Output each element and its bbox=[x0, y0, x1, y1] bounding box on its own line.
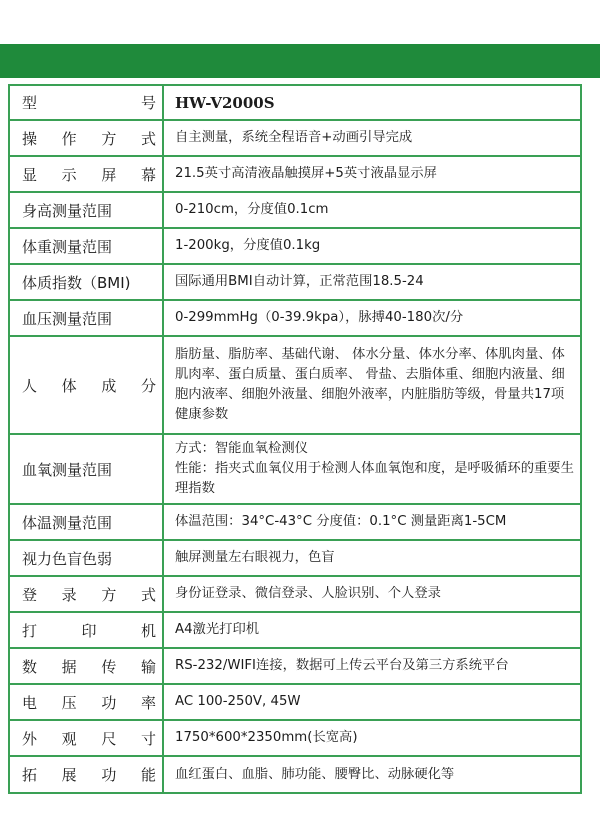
spec-value bbox=[163, 434, 581, 504]
spec-value-text: 国际通用BMI自动计算，正常范围18.5-24 bbox=[175, 274, 424, 289]
spec-label bbox=[9, 612, 163, 648]
spec-label-text: 电 压 功 率 bbox=[22, 693, 156, 712]
spec-value bbox=[163, 684, 581, 720]
spec-label-text: 登 录 方 式 bbox=[22, 585, 156, 604]
spec-value bbox=[163, 192, 581, 228]
spec-row-blood-oxygen bbox=[9, 434, 581, 504]
spec-value-text: 脂肪量、脂肪率、基础代谢、 体水分量、体水分率、体肌肉量、体肌肉率、蛋白质量、蛋白质率、 骨盐、去脂体重、细胞内液量、细胞内液率、细胞外液量、细胞外液率，内脏脂肪等级，骨量共17项健康参数 bbox=[175, 347, 565, 422]
spec-label-text: 打 印 机 bbox=[22, 621, 156, 640]
spec-row-extensions bbox=[9, 756, 581, 793]
spec-row-login bbox=[9, 576, 581, 612]
spec-label-text: 外 观 尺 寸 bbox=[22, 729, 156, 748]
spec-row-body-composition bbox=[9, 336, 581, 434]
spec-label bbox=[9, 756, 163, 793]
spec-value-text: 0-210cm，分度值0.1cm bbox=[175, 202, 329, 217]
spec-value-text: 自主测量，系统全程语音+动画引导完成 bbox=[175, 130, 413, 145]
spec-label-text: 显 示 屏 幕 bbox=[22, 165, 156, 184]
spec-value-text: 21.5英寸高清液晶触摸屏+5英寸液晶显示屏 bbox=[175, 166, 437, 181]
spec-row-weight bbox=[9, 228, 581, 264]
spec-label bbox=[9, 264, 163, 300]
spec-row-blood-pressure bbox=[9, 300, 581, 336]
spec-value-text: 体温范围：34°C-43°C 分度值：0.1°C 测量距离1-5CM bbox=[175, 514, 507, 529]
spec-value bbox=[163, 612, 581, 648]
spec-row-dimensions bbox=[9, 720, 581, 756]
spec-label-text: 人 体 成 分 bbox=[22, 376, 156, 395]
spec-value bbox=[163, 576, 581, 612]
spec-value bbox=[163, 540, 581, 576]
spec-value bbox=[163, 156, 581, 192]
spec-label-text: 血氧测量范围 bbox=[22, 460, 113, 479]
spec-label bbox=[9, 434, 163, 504]
spec-label-text: 拓 展 功 能 bbox=[22, 766, 156, 784]
spec-value-text: HW-V2000S bbox=[175, 93, 275, 112]
spec-value bbox=[163, 504, 581, 540]
spec-label bbox=[9, 720, 163, 756]
spec-row-display bbox=[9, 156, 581, 192]
spec-value-text: RS-232/WIFI连接，数据可上传云平台及第三方系统平台 bbox=[175, 658, 509, 673]
spec-label-text: 数 据 传 输 bbox=[22, 657, 156, 676]
spec-value-text: A4激光打印机 bbox=[175, 622, 260, 637]
spec-label bbox=[9, 504, 163, 540]
spec-label-text: 血压测量范围 bbox=[22, 309, 113, 328]
spec-label bbox=[9, 228, 163, 264]
spec-value bbox=[163, 336, 581, 434]
spec-label bbox=[9, 336, 163, 434]
spec-value bbox=[163, 720, 581, 756]
spec-label bbox=[9, 300, 163, 336]
spec-row-vision bbox=[9, 540, 581, 576]
spec-value bbox=[163, 228, 581, 264]
spec-value bbox=[163, 120, 581, 156]
spec-row-height bbox=[9, 192, 581, 228]
spec-label bbox=[9, 156, 163, 192]
spec-row-operation bbox=[9, 120, 581, 156]
spec-label bbox=[9, 648, 163, 684]
spec-value bbox=[163, 264, 581, 300]
spec-label bbox=[9, 576, 163, 612]
spec-label bbox=[9, 540, 163, 576]
spec-value-text: 触屏测量左右眼视力，色盲 bbox=[175, 550, 335, 565]
spec-row-data-transfer bbox=[9, 648, 581, 684]
spec-value-text: 血红蛋白、血脂、肺功能、腰臀比、动脉硬化等 bbox=[175, 766, 455, 782]
spec-label-text: 操 作 方 式 bbox=[22, 129, 156, 148]
spec-value bbox=[163, 648, 581, 684]
spec-row-model bbox=[9, 85, 581, 120]
spec-label bbox=[9, 85, 163, 120]
spec-label-text: 体质指数（BMI) bbox=[22, 273, 131, 292]
spec-label-text: 视力色盲色弱 bbox=[22, 549, 113, 568]
spec-row-printer bbox=[9, 612, 581, 648]
spec-label-text: 身高测量范围 bbox=[22, 201, 113, 220]
spec-row-temperature bbox=[9, 504, 581, 540]
spec-row-bmi bbox=[9, 264, 581, 300]
spec-label-text: 型 号 bbox=[22, 94, 156, 112]
spec-value-text: 1-200kg，分度值0.1kg bbox=[175, 238, 321, 253]
spec-value bbox=[163, 85, 581, 120]
header-bar bbox=[0, 44, 600, 78]
spec-value-text-2: 性能：指夹式血氧仪用于检测人体血氧饱和度，是呼吸循环的重要生理指数 bbox=[175, 461, 574, 496]
spec-value-text: 身份证登录、微信登录、人脸识别、个人登录 bbox=[175, 586, 441, 601]
spec-value bbox=[163, 756, 581, 793]
spec-label-text: 体温测量范围 bbox=[22, 513, 113, 532]
spec-row-power bbox=[9, 684, 581, 720]
spec-label-text: 体重测量范围 bbox=[22, 237, 113, 256]
spec-value-text: 方式：智能血氧检测仪 bbox=[175, 441, 308, 456]
spec-label bbox=[9, 120, 163, 156]
spec-value bbox=[163, 300, 581, 336]
spec-table bbox=[8, 84, 582, 794]
spec-value-text: AC 100-250V, 45W bbox=[175, 694, 301, 709]
spec-label bbox=[9, 192, 163, 228]
spec-label bbox=[9, 684, 163, 720]
spec-value-text: 1750*600*2350mm(长宽高) bbox=[175, 730, 358, 745]
spec-value-text: 0-299mmHg（0-39.9kpa），脉搏40-180次/分 bbox=[175, 310, 464, 325]
